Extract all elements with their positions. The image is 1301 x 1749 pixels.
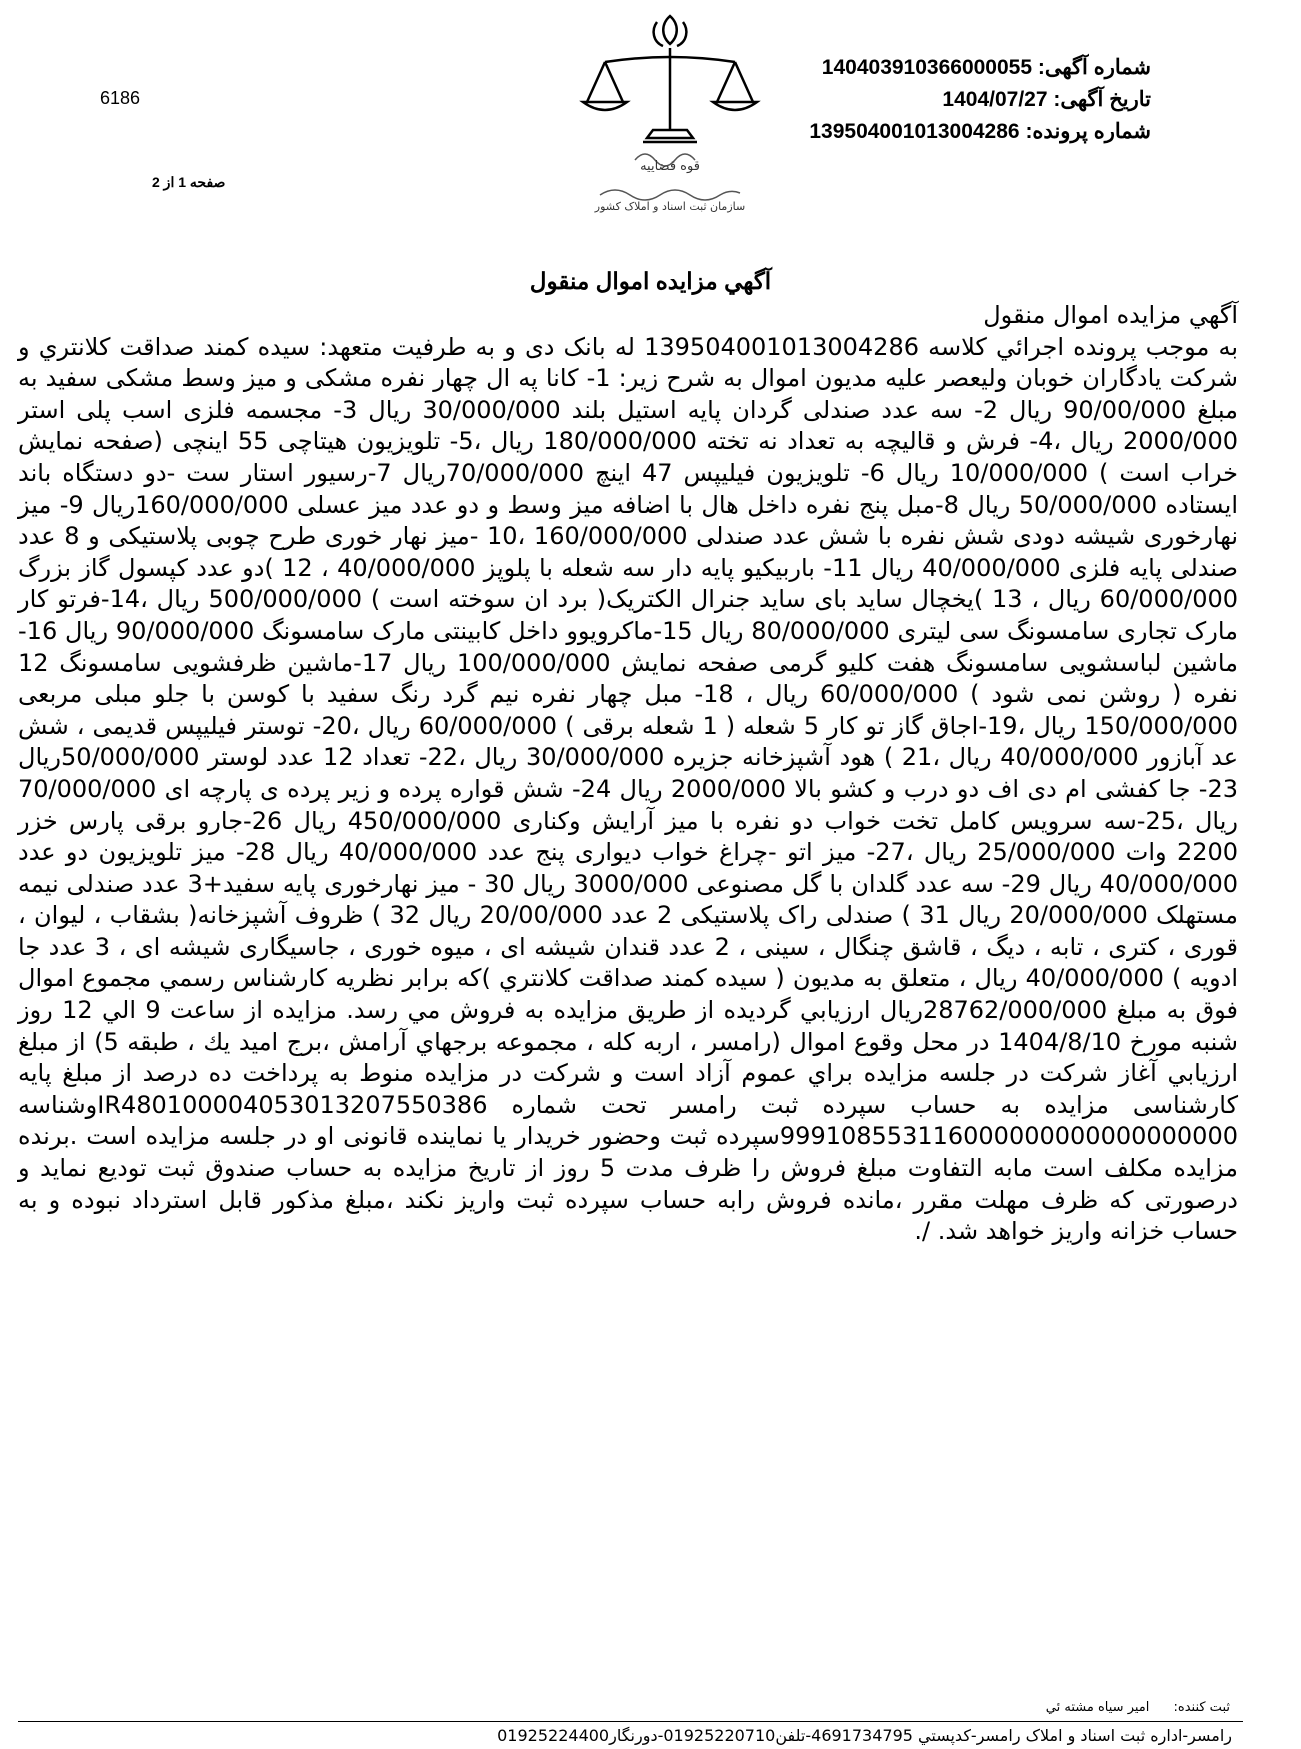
svg-text:قوه قضاییه: قوه قضاییه [640, 159, 700, 174]
body-subtitle: آگهي مزايده اموال منقول [983, 301, 1238, 329]
footer-divider [18, 1721, 1243, 1722]
notice-date-row [809, 84, 1151, 116]
document-code: 6186 [100, 88, 141, 108]
case-number-label: شماره پرونده: [1025, 120, 1151, 143]
notice-number: 140403910366000055 [821, 56, 1033, 79]
case-number: 139504001013004286 [809, 120, 1020, 143]
judiciary-scales-emblem-icon [565, 10, 775, 225]
svg-text:سازمان ثبت اسناد و املاک کشور: سازمان ثبت اسناد و املاک کشور [594, 200, 746, 213]
footer-contact: رامسر-اداره ثبت اسناد و املاک رامسر-کدپستي 4691734795-تلفن01925220710-دورنگار01925224400 [497, 1726, 1232, 1745]
page-indicator: صفحه 1 از 2 [152, 174, 226, 190]
recorder-name: امير سياه مشته ئي [1045, 1700, 1150, 1715]
notice-date-label: تاریخ آگهی: [1053, 88, 1151, 111]
body-text: به موجب پرونده اجرائي كلاسه 139504001013004286 له بانک دی و به طرفیت متعهد: سیده کمند صداقت كلانتري و شرکت يادگاران خوبان ولیعصر عليه مدیون اموال به شرح زير: 1- کانا په ال چهار نفره مشکی و میز وسط مشکی سفید به مبلغ 90/00/000 ریال 2- سه عدد صندلی گردان پایه استیل بلند 30/000/000 ریال 3- مجسمه فلزی اسب پلی استر 2000/000 ریال ،4- فرش و قالیچه به تعداد نه تخته 180/000/000 ریال ،5- تلویزیون هیتاچی 55 اینچی (صفحه نمایش خراب است ) 10/000/000 ریال 6- تلویزیون فیلیپس 47 اینچ 70/000/000ریال 7-رسیور استار ست -دو دستگاه باند ایستاده 50/000/000 ریال 8-مبل پنج نفره داخل هال با اضافه میز وسط و دو عدد میز عسلی 160/000/000ریال 9- میز نهارخوری شیشه دودی شش نفره با شش عدد صندلی 160/000/000 ،10 -میز نهار خوری طرح چوبی پلاستیکی و 8 عدد صندلی پایه فلزی 40/000/000 ریال 11- باربیکیو پایه دار سه شعله با پلوپز 40/000/000 ، 12 )دو عدد کپسول گاز بزرگ 60/000/000 ریال ، 13 )یخچال ساید بای ساید جنرال الکتریک( برد ان سوخته است ) 500/000/000 ریال ،14-فرتو کار مارک تجاری سامسونگ سی لیتری 80/000/000 ریال 15-ماکرویوو داخل کابینتی مارک سامسونگ 90/000/000 ریال 16- ماشین لباسشویی سامسونگ هفت کلیو گرمی صفحه نمایش 100/000/000 ریال 17-ماشین ظرفشویی سامسونگ 12 نفره ( روشن نمی شود ) 60/000/000 ریال ، 18- مبل چهار نفره نیم گرد رنگ سفید با کوسن با جلو مبلی مربعی 150/000/000 ریال ،19-اجاق گاز تو کار 5 شعله ( 1 شعله برقی ) 60/000/000 ریال ،20- توستر فیلیپس قدیمی ، شش عد آبازور 40/000/000 ریال ،21 ) هود آشپزخانه جزیره 30/000/000 ریال ،22- تعداد 12 عدد لوستر 50/000/000ریال 23- جا کفشی ام دی اف دو درب و کشو بالا 2000/000 ریال 24- شش قواره پرده و زیر پرده ی پارچه ای 70/000/000 ریال ،25-سه سرویس کامل تخت خواب دو نفره با میز آرایش وکناری 450/000/000 ریال 26-جارو برقی پارس خزر 2200 وات 25/000/000 ریال ،27- میز اتو -چراغ خواب دیواری پنج عدد 40/000/000 ریال 28- میز تلویزیون دو عدد 40/000/000 ریال 29- سه عدد گلدان با گل مصنوعی 3000/000 ریال 30 - میز نهارخوری پایه سفید+3 عدد صندلی نیمه مستهلک 20/000/000 ریال 31 ) صندلی راک پلاستیکی 2 عدد 20/00/000 ریال 32 ) ظروف آشپزخانه( بشقاب ، لیوان ، قوری ، کتری ، تابه ، دیگ ، قاشق چنگال ، سینی ، 2 عدد قندان شیشه ای ، میوه خوری ، جاسیگاری شیشه ای ، 3 عدد جا ادویه ) 40/000/000 ریال ، متعلق به مدیون ( سیده کمند صداقت كلانتري )كه برابر نظريه كارشناس رسمي مجموع اموال فوق به مبلغ 28762/000/000ريال ارزيابي گرديده از طريق مزايده به فروش مي رسد. مزايده از ساعت 9 الي 12 روز شنبه مورخ 1404/8/10 در محل وقوع اموال (رامسر ، اربه کله ، مجموعه برجهاي آرامش ،برج اميد يك ، طبقه 5) از مبلغ ارزيابي آغاز شرکت در جلسه مزايده براي عموم آزاد است و شرکت در مزایده منوط به پرداخت ده درصد از مبلغ پایه کارشناسی مزایده به حساب سپرده ثبت رامسر تحت شماره IR480100004053013207550386وشناسه 999108553116000000000000000000سپرده ثبت وحضور خریدار یا نماینده قانونی او در جلسه مزایده است .برنده مزایده مکلف است مابه التفاوت مبلغ فروش را ظرف مدت 5 روز از تاریخ مزایده به حساب صندوق ثبت تودیع نماید و درصورتی که ظرف مهلت مقرر ،مانده فروش رابه حساب سپرده ثبت واریز نکند ،مبلغ مذکور قابل استرداد نبوده و به حساب خزانه واریز خواهد شد. /. [18, 332, 1239, 1246]
notice-meta [809, 52, 1151, 148]
notice-body [18, 300, 1238, 1248]
page-title: آگهي مزايده اموال منقول [529, 268, 772, 294]
notice-number-row [809, 52, 1151, 84]
recorder-label: ثبت كننده: [1173, 1700, 1230, 1715]
recorder [0, 1700, 1230, 1715]
case-number-row [809, 116, 1151, 148]
notice-number-label: شماره آگهی: [1037, 56, 1151, 79]
notice-date: 1404/07/27 [942, 88, 1048, 111]
